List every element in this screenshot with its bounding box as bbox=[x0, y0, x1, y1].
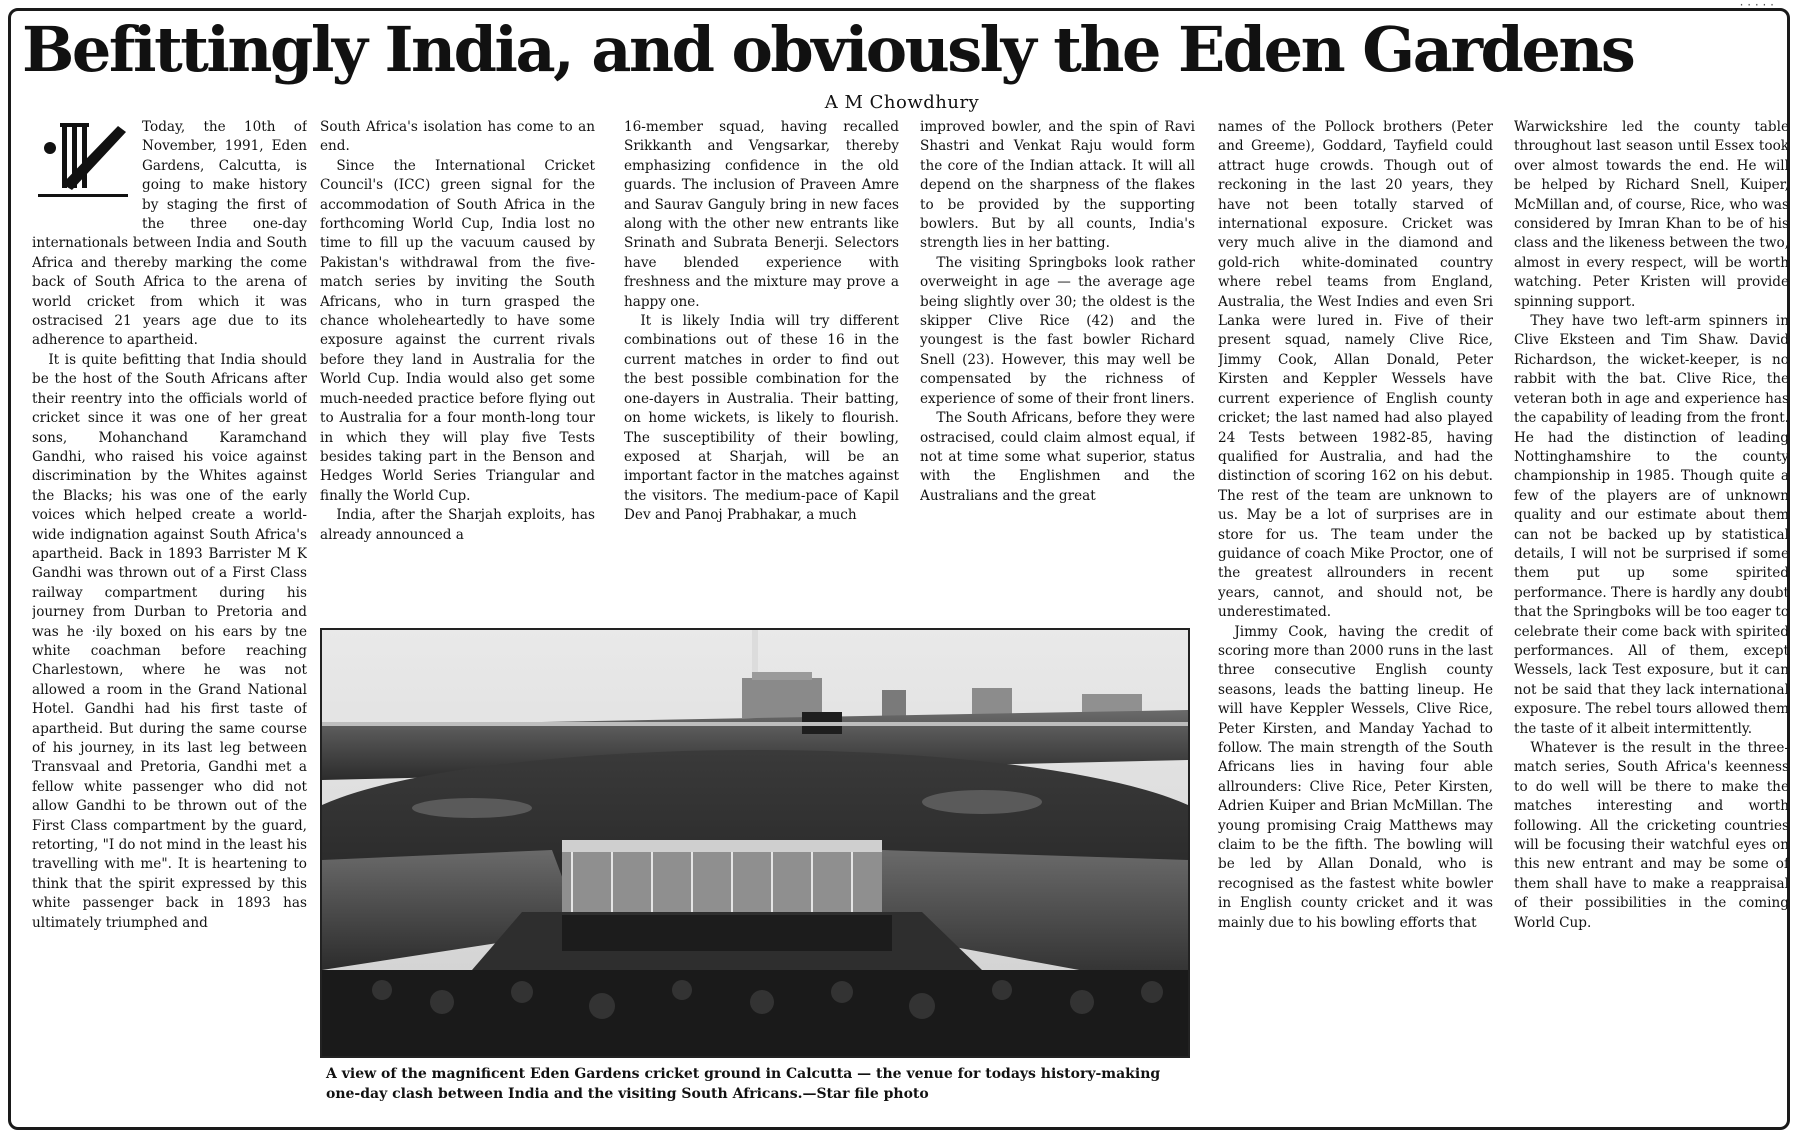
paragraph: They have two left-arm spinners in Clive Eksteen and Tim Shaw. David Richardson, the wicket-keeper, is no rabbit with the bat. Clive Rice, the veteran both in age and experience has the capability of leading from the front. He had the distinction of leading Nottinghamshire to the county championship in 1985. Though quite a few of the players are of unknown quality and our estimate about them can not be backed up by statistical details, I will not be surprised if some them put up some spirited performance. There is hardly any doubt that the Springboks will be too eager to celebrate their come back with spirited performances. All of them, except Wessels, lack Test exposure, but it can not be said that they lack international exposure. The rebel tours allowed them the taste of it albeit intermittently. bbox=[1514, 313, 1789, 737]
paragraph: India, after the Sharjah exploits, has already announced a bbox=[320, 507, 595, 543]
article-column-6 bbox=[1514, 118, 1789, 1124]
stadium-photo-image bbox=[322, 630, 1188, 1056]
paragraph: The South Africans, before they were ostracised, could claim almost equal, if not at time some what superior, status with the Englishmen and the Australians and the great bbox=[920, 410, 1195, 504]
paragraph: It is quite befitting that India should be the host of the South Africans after their reentry into the officials world of cricket since it was one of her great sons, Mohanchand Karamchand Gandhi, who raised his voice against discrimination by the Whites against the Blacks; his was one of the early voices which helped create a world-wide indignation against South Africa's apartheid. Back in 1893 Barrister M K Gandhi was thrown out of a First Class railway compartment during his journey from Durban to Pretoria and was he ·ily boxed on his ears by tne white coachman before reaching Charlestown, where he was not allowed a room in the Grand National Hotel. Gandhi had his first taste of apartheid. But during the same course of his journey, in its last leg between Transvaal and Pretoria, Gandhi met a fellow white passenger who did not allow Gandhi to be thrown out of the First Class compartment by the guard, retorting, "I do not mind in the least his travelling with me". It is heartening to think that the spirit expressed by this white passenger back in 1893 has ultimately triumphed and bbox=[32, 351, 307, 931]
article-column-1 bbox=[32, 118, 307, 1124]
paragraph: Warwickshire led the county table throughout last season until Essex took over almost towards the end. He will be helped by Richard Snell, Kuiper, McMillan and, of course, Rice, who was considered by Imran Khan to be of his class and the likeness between the two, almost in every respect, will be worth watching. Peter Kristen will provide spinning support. bbox=[1514, 119, 1789, 310]
paragraph: Since the International Cricket Council's (ICC) green signal for the accommodation of South Africa in the forthcoming World Cup, India lost no time to fill up the vacuum caused by Pakistan's withdrawal from the five-match series by inviting the South Africans, who in turn grasped the chance wholeheartedly to have some exposure against the current rivals before they land in Australia for the World Cup. India would also get some much-needed practice before flying out to Australia for a four month-long tour in which they will play five Tests besides taking part in the Benson and Hedges World Series Triangular and finally the World Cup. bbox=[320, 157, 595, 504]
photo-caption: A view of the magnificent Eden Gardens cricket ground in Calcutta — the venue for todays history-making one-day clash between India and the visiting South Africans.—Star file photo bbox=[326, 1066, 1161, 1102]
paragraph: Jimmy Cook, having the credit of scoring more than 2000 runs in the last three consecutive English county seasons, leads the batting lineup. He will have Keppler Wessels, Clive Rice, Peter Kirsten, and Manday Yachad to follow. The main strength of the South Africans lies in having four able allrounders: Clive Rice, Peter Kirsten, Adrien Kuiper and Brian McMillan. The young promising Craig Matthews may claim to be the fifth. The bowling will be led by Allan Donald, who is recognised as the fastest white bowler in English county cricket and it was mainly due to his bowling efforts that bbox=[1218, 623, 1493, 931]
paragraph: South Africa's isolation has come to an end. bbox=[320, 119, 595, 155]
article-column-5 bbox=[1218, 118, 1493, 1124]
page-top-mark: · · · · · bbox=[1739, 0, 1774, 12]
paragraph: The visiting Springboks look rather overweight in age — the average age being slightly over 30; the oldest is the skipper Clive Rice (42) and the youngest is the fast bowler Richard Snell (23). However, this may well be compensated by the richness of experience of some of their front liners. bbox=[920, 254, 1195, 407]
paragraph: improved bowler, and the spin of Ravi Shastri and Venkat Raju would form the core of the Indian attack. It will all depend on the sharpness of the flakes to be provided by the supporting bowlers. But by all counts, India's strength lies in her batting. bbox=[920, 119, 1195, 252]
article-column-3 bbox=[624, 118, 899, 618]
paragraph: It is likely India will try different combinations out of these 16 in the current matches in order to find out the best possible combination for the one-dayers in Australia. Their batting, on home wickets, is likely to flourish. The susceptibility of their bowling, exposed at Sharjah, will be an important factor in the matches against the visitors. The medium-pace of Kapil Dev and Panoj Prabhakar, a much bbox=[624, 313, 899, 524]
paragraph: Whatever is the result in the three-match series, South Africa's keenness to do well will be there to make the matches interesting and worth following. All the cricketing countries will be focusing their watchful eyes on this new entrant and may be some of them shall have to make a reappraisal of their possibilities in the coming World Cup. bbox=[1514, 740, 1789, 931]
article-column-2 bbox=[320, 118, 595, 618]
paragraph: 16-member squad, having recalled Srikkanth and Vengsarkar, thereby emphasizing confidence in the old guards. The inclusion of Praveen Amre and Saurav Ganguly bring in new faces along with the other new entrants like Srinath and Subrata Benerji. Selectors have blended experience with freshness and the mixture may prove a happy one. bbox=[624, 119, 899, 310]
stadium-photo bbox=[320, 628, 1190, 1058]
paragraph: Today, the 10th of November, 1991, Eden Gardens, Calcutta, is going to make history by staging the first of the three one-day internationals between India and South Africa and thereby marking the come back of South Africa to the arena of world cricket from which it was ostracised 21 years age due to its adherence to apartheid. bbox=[32, 119, 307, 349]
cricket-stumps-ball-bat-icon bbox=[32, 118, 134, 224]
article-column-4 bbox=[920, 118, 1195, 618]
paragraph: names of the Pollock brothers (Peter and Greeme), Goddard, Tayfield could attract huge crowds. Though out of reckoning in the last 20 years, they have not been totally starved of international exposure. Cricket was very much alive in the diamond and gold-rich white-dominated country where rebel teams from England, Australia, the West Indies and even Sri Lanka were lured in. Five of their present squad, namely Clive Rice, Jimmy Cook, Allan Donald, Peter Kirsten and Keppler Wessels have current experience of English county cricket; the last named had also played 24 Tests between 1982-85, having qualified for Australia, and had the distinction of scoring 162 on his debut. The rest of the team are unknown to us. May be a lot of surprises are in store for us. The team under the guidance of coach Mike Proctor, one of the greatest allrounders in recent years, cannot, and should not, be underestimated. bbox=[1218, 119, 1493, 621]
byline: A M Chowdhury bbox=[824, 92, 980, 113]
headline: Befittingly India, and obviously the Eden Gardens bbox=[22, 13, 1634, 86]
